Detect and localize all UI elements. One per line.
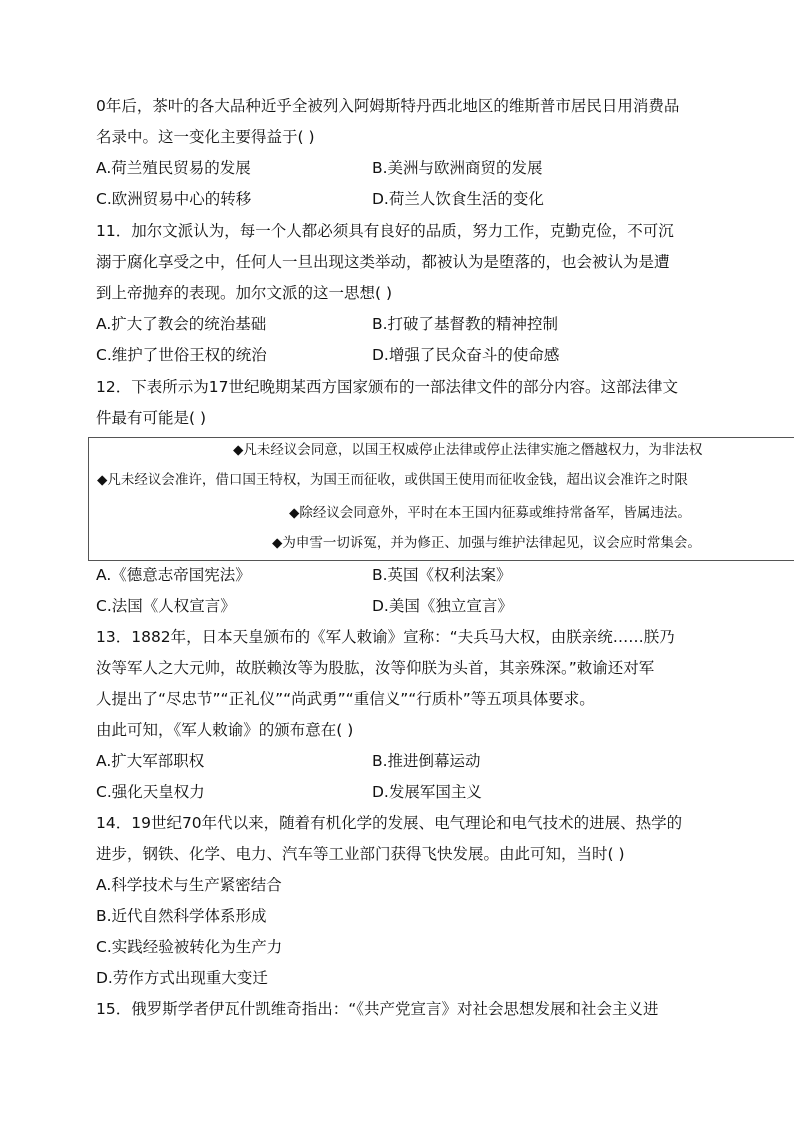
q12-option-c: C.法国《人权宣言》 [96,597,236,615]
q12-quote-line3: ◆除经议会同意外，平时在本王国内征募或维持常备军，皆属违法。 [289,505,691,521]
q15-stem-line1: 15．俄罗斯学者伊瓦什凯维奇指出：“《共产党宣言》对社会思想发展和社会主义进 [96,1000,659,1018]
q13-stem-line1: 13．1882年，日本天皇颁布的《军人敕谕》宣称：“夫兵马大权，由朕亲统……朕乃 [96,628,675,646]
q13-option-a: A.扩大军部职权 [96,752,205,770]
q14-option-d: D.劳作方式出现重大变迁 [96,969,268,987]
q11-option-c: C.维护了世俗王权的统治 [96,346,267,364]
q13-stem-line3: 人提出了“尽忠节”“正礼仪”“尚武勇”“重信义”“行质朴”等五项具体要求。 [96,690,595,708]
q13-stem-line4: 由此可知，《军人敕谕》的颁布意在( ) [96,721,354,739]
q10-option-c: C.欧洲贸易中心的转移 [96,190,252,208]
q11-stem-line3: 到上帝抛弃的表现。加尔文派的这一思想( ) [96,284,393,302]
q12-quote-line4: ◆为申雪一切诉冤，并为修正、加强与维护法律起见，议会应时常集会。 [272,535,701,551]
q10-stem-line1: 0年后，茶叶的各大品种近乎全被列入阿姆斯特丹西北地区的维斯普市居民日用消费品 [96,97,680,115]
q12-quote-line1: ◆凡未经议会同意，以国王权威停止法律或停止法律实施之僭越权力，为非法权 [233,442,703,458]
q14-option-a: A.科学技术与生产紧密结合 [96,876,282,894]
q10-option-b: B.美洲与欧洲商贸的发展 [372,159,543,177]
q11-stem-line2: 溺于腐化享受之中，任何人一旦出现这类举动，都被认为是堕落的，也会被认为是遭 [96,253,670,271]
q14-option-b: B.近代自然科学体系形成 [96,907,267,925]
q12-option-a: A.《德意志帝国宪法》 [96,566,251,584]
q12-option-b: B.英国《权利法案》 [372,566,512,584]
q12-option-d: D.美国《独立宣言》 [372,597,513,615]
q12-quote-line2: ◆凡未经议会准许，借口国王特权，为国王而征收，或供国王使用而征收金钱，超出议会准许之时限 [97,472,688,488]
q12-source-box [88,437,794,561]
q14-stem-line1: 14．19世纪70年代以来，随着有机化学的发展、电气理论和电气技术的进展、热学的 [96,814,683,832]
q14-stem-line2: 进步，钢铁、化学、电力、汽车等工业部门获得飞快发展。由此可知，当时( ) [96,845,625,863]
q11-stem-line1: 11．加尔文派认为，每一个人都必须具有良好的品质，努力工作，克勤克俭，不可沉 [96,222,674,240]
q11-option-a: A.扩大了教会的统治基础 [96,315,267,333]
q12-stem-line1: 12．下表所示为17世纪晚期某西方国家颁布的一部法律文件的部分内容。这部法律文 [96,378,678,396]
q13-option-d: D.发展军国主义 [372,783,482,801]
q11-option-b: B.打破了基督教的精神控制 [372,315,559,333]
q13-option-b: B.推进倒幕运动 [372,752,481,770]
q14-option-c: C.实践经验被转化为生产力 [96,938,283,956]
q10-option-d: D.荷兰人饮食生活的变化 [372,190,544,208]
q13-stem-line2: 汝等军人之大元帅，故朕赖汝等为股肱，汝等仰朕为头首，其亲殊深。”敕谕还对军 [96,659,655,677]
q11-option-d: D.增强了民众奋斗的使命感 [372,346,560,364]
q13-option-c: C.强化天皇权力 [96,783,205,801]
q10-option-a: A.荷兰殖民贸易的发展 [96,159,251,177]
q10-stem-line2: 名录中。这一变化主要得益于( ) [96,128,315,146]
q12-stem-line2: 件最有可能是( ) [96,409,207,427]
